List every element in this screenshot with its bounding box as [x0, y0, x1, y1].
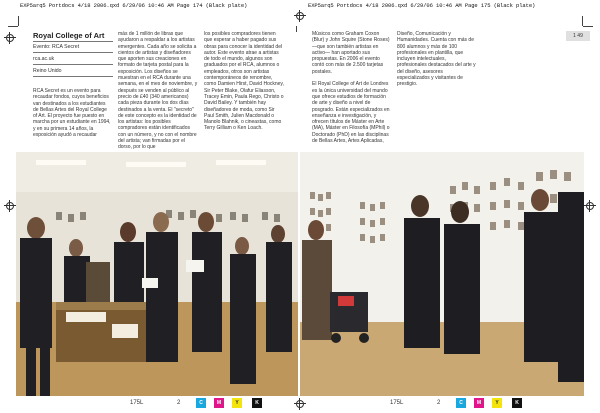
swatch-black: K [512, 398, 522, 408]
event-line: Evento: RCA Secret [33, 44, 80, 50]
crop-mark [296, 26, 297, 32]
gallery-photo-left [16, 152, 298, 396]
registration-mark-top-left [4, 32, 16, 44]
body-column-4: Músicos como Graham Coxon (Blur) y John Squire (Stone Roses) —que son también artistas en activo— han aportado sus propuestas. En 2006 el evento contó con más de 2.500 tarjetas postales. El Royal College of Art de Londres es la única universidad del mundo que ofrece estudios de formación de arte y diseño a nivel de posgrado. Están especializados en enseñanza e investigación, y ofrecen títulos de Máster en Arte (MA), Máster en Filosofía (MPhil) o Doctorado (PhD) en las disciplinas de Bellas Artes, Artes Aplicadas, [312, 31, 390, 145]
page-number: 1 49 [566, 31, 590, 41]
slug-right: EXP5arq5 Portdocs 4/18 2006.qxd 6/29/06 10:46 AM Page 175 (Black plate) [308, 2, 536, 9]
registration-mark-right-mid [584, 200, 596, 212]
footer-num-right: 2 [437, 400, 441, 406]
slug-left: EXP5arq5 Portdocs 4/18 2006.qxd 6/29/06 10:46 AM Page 174 (Black plate) [20, 2, 248, 9]
location-line: Reino Unido [33, 68, 62, 74]
registration-mark-left-mid [4, 200, 16, 212]
swatch-cyan: C [456, 398, 466, 408]
footer-code-right: 175L [390, 400, 404, 406]
divider [33, 41, 113, 42]
gallery-photo-right [300, 152, 584, 396]
swatch-black: K [252, 398, 262, 408]
divider [33, 76, 113, 77]
crop-mark [582, 16, 583, 26]
url-line: rca.ac.uk [33, 56, 55, 62]
swatch-magenta: M [474, 398, 484, 408]
article-title: Royal College of Art [33, 31, 105, 40]
body-column-3: los posibles compradores tienen que esperar a haber pagado sus obras para conocer la identidad del autor. Este evento atrae a artistas de todo el mundo, algunos son graduados por el RCA, alumnos o empleados, otros son artistas contemporáneos de renombre, como Damien Hirst, David Hockney, Sir Peter Blake, Olafur Eliasson, Tracey Emin, Paula Rego, Christo o David Bailey. Y también hay diseñadores de moda, como Sir Paul Smith, Julien Macdonald o Manolo Blahnik, o cineastas, como Terry Gilliam o Ken Loach. [204, 31, 284, 132]
divider [33, 64, 113, 65]
footer-num-left: 2 [177, 400, 181, 406]
swatch-magenta: M [214, 398, 224, 408]
body-column-2: más de 1 millón de libras que ayudaron a respaldar a los artistas emergentes. Cada año se solicita a cientos de artistas y diseñadores que aporten sus creaciones en formato de tarjeta postal para la exposición. Los diseños se muestran en el RCA durante una semana, en el mes de noviembre, y después se venden al público al precio de £40 (340 americanos) cada pieza durante los dos días destinados a la venta. El "secreto" de este concepto es la identidad de los artistas: los posibles compradores están identificados con un número, y no con el nombre del artista; van firmadas por el dorso, por lo que [118, 31, 198, 151]
swatch-cyan: C [196, 398, 206, 408]
body-column-1: RCA Secret es un evento para recaudar fondos, cuyos beneficios van destinados a los estudiantes de Bellas Artes del Royal College of Art. El proyecto fue puesto en marcha por un estudiante en 1994, y en su primera 14 años, la exposición ayudó a recaudar [33, 88, 111, 139]
swatch-yellow: Y [492, 398, 502, 408]
registration-mark-top-center [294, 10, 306, 22]
divider [33, 52, 113, 53]
swatch-yellow: Y [232, 398, 242, 408]
body-column-5: Diseño, Comunicación y Humanidades. Cuenta con más de 800 alumnos y más de 100 profesionales en plantilla, que incluyen intelectuales, profesionales destacados del arte y del diseño, asesores especializados y visitantes de prestigio. [397, 31, 476, 88]
crop-mark [8, 26, 18, 27]
crop-mark [583, 26, 593, 27]
footer-code-left: 175L [130, 400, 144, 406]
crop-mark [18, 16, 19, 26]
registration-mark-bottom-center [294, 398, 306, 410]
